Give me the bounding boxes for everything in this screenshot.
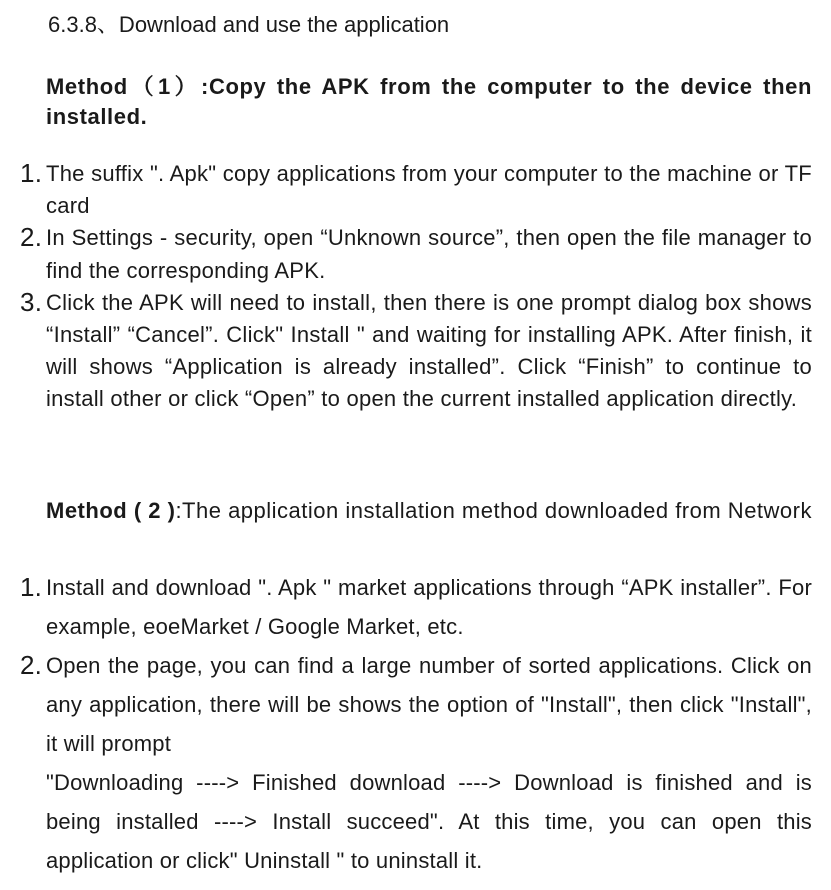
step-text: Click the APK will need to install, then there is one prompt dialog box shows “Install” “Cancel”. Click" Install " and waiting for installing APK. After finish, it will shows “Application is already installed”. Click “Finish” to continue to install other or click “Open” to open the current installed application directly. [46, 289, 812, 412]
method-2-steps [20, 568, 812, 880]
method-2-step [20, 646, 812, 880]
step-number: 2. [20, 222, 43, 253]
step-number: 3. [20, 286, 43, 317]
step-text: Install and download ". Apk " market applications through “APK installer”. For example, eoeMarket / Google Market, etc. [46, 575, 812, 639]
step-number: 2. [20, 650, 43, 680]
method-2-heading [46, 492, 812, 530]
step-text: The suffix ". Apk" copy applications from your computer to the machine or TF card [46, 161, 812, 219]
method-1-heading: Method（1）:Copy the APK from the computer to the device then installed. [46, 74, 812, 129]
method-2-description: :The application installation method downloaded from Network [175, 498, 812, 523]
method-1-step [20, 222, 812, 286]
step-number: 1. [20, 572, 43, 602]
method-2-label: Method ( 2 ) [46, 498, 176, 523]
step-number: 1. [20, 158, 43, 188]
method-2-step [20, 568, 812, 646]
method-1-steps [20, 158, 812, 416]
method-1-step [20, 158, 812, 222]
section-heading: 6.3.8、Download and use the application [48, 12, 450, 37]
method-1-step [20, 287, 812, 416]
step-text-continued: "Downloading ----> Finished download ----> Download is finished and is being installed ----> Install succeed". At this time, you can open this application or click" Uninstall " to uninstall it. [46, 770, 812, 873]
step-text: In Settings - security, open “Unknown source”, then open the file manager to find the corresponding APK. [46, 225, 812, 283]
step-text: Open the page, you can find a large number of sorted applications. Click on any application, there will be shows the option of "Install", then click "Install", it will prompt [46, 653, 812, 756]
